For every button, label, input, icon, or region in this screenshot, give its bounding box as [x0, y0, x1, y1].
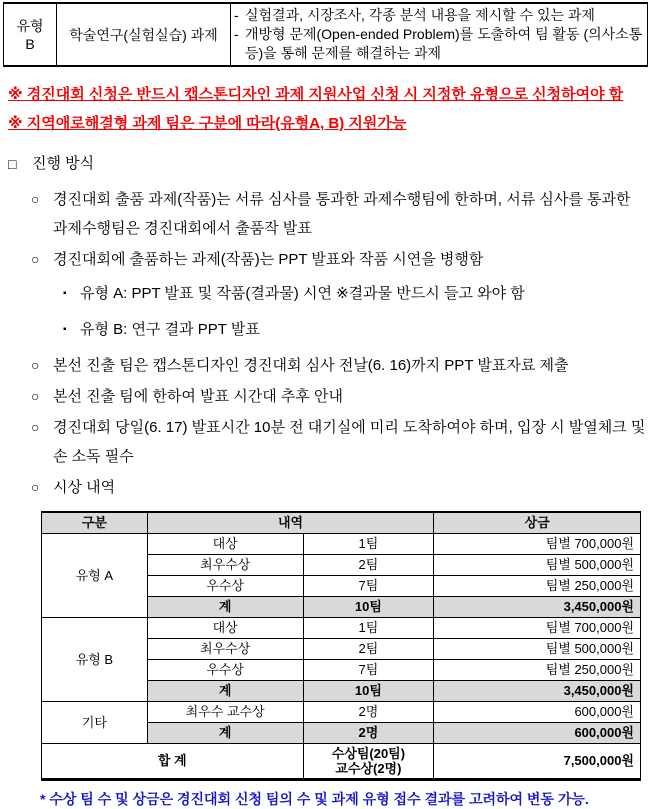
square-box-bullet-icon: □	[8, 156, 17, 172]
list-item	[31, 382, 648, 411]
group-etc-label: 기타	[42, 702, 148, 744]
subtotal-label: 계	[147, 723, 303, 744]
description-text: 실험결과, 시장조사, 각종 분석 내용을 제시할 수 있는 과제	[245, 7, 595, 23]
subtotal-prize: 3,450,000원	[434, 681, 641, 702]
header-category: 구분	[42, 512, 148, 534]
table-row	[4, 3, 648, 66]
circle-bullet-icon: ○	[31, 357, 40, 373]
award-prize: 팀별 250,000원	[434, 576, 641, 597]
circle-bullet-icon: ○	[31, 479, 40, 495]
award-name: 우수상	[147, 576, 303, 597]
list-item-text: 유형 B: 연구 결과 PPT 발표	[80, 321, 260, 338]
grand-total-detail	[303, 744, 434, 780]
list-item-awards-heading	[31, 473, 648, 502]
table-row	[42, 534, 641, 555]
type-label-line: B	[25, 35, 35, 52]
list-item	[31, 351, 648, 380]
award-prize: 팀별 500,000원	[434, 555, 641, 576]
award-name: 대상	[147, 618, 303, 639]
award-name: 대상	[147, 534, 303, 555]
table-row	[42, 618, 641, 639]
award-prize: 팀별 500,000원	[434, 639, 641, 660]
header-prize: 상금	[434, 512, 641, 534]
list-item-text: 본선 진출 팀은 캡스톤디자인 경진대회 심사 전날(6. 16)까지 PPT 발표자료 제출	[53, 357, 569, 374]
header-detail: 내역	[147, 512, 433, 534]
subtotal-count: 2명	[303, 723, 434, 744]
award-count: 7팀	[303, 576, 434, 597]
subtotal-prize: 600,000원	[434, 723, 641, 744]
table-row	[42, 702, 641, 723]
award-name: 우수상	[147, 660, 303, 681]
circle-bullet-icon: ○	[31, 251, 40, 267]
list-item-text: 경진대회에 출품하는 과제(작품)는 PPT 발표와 작품 시연을 병행함	[53, 251, 484, 268]
grand-total-detail-line: 수상팀(20팀)	[331, 746, 406, 761]
list-subitem	[63, 279, 648, 308]
award-name: 최우수상	[147, 555, 303, 576]
award-name: 최우수 교수상	[147, 702, 303, 723]
subtotal-count: 10팀	[303, 597, 434, 618]
circle-bullet-icon: ○	[31, 419, 40, 435]
description-text: 개방형 문제(Open-ended Problem)를 도출하여 팀 활동 (의사소통 등)을 통해 문제를 해결하는 과제	[245, 26, 643, 61]
list-item-text: 경진대회 출품 과제(작품)는 서류 심사를 통과한 과제수행팀에 한하며, 서류 심사를 통과한 과제수행팀은 경진대회에서 출품작 발표	[53, 191, 631, 237]
award-name: 최우수상	[147, 639, 303, 660]
description-item	[234, 25, 644, 63]
subtotal-prize: 3,450,000원	[434, 597, 641, 618]
list-item-text: 본선 진출 팀에 한하여 발표 시간대 추후 안내	[53, 388, 343, 405]
table-header-row	[42, 512, 641, 534]
subtotal-label: 계	[147, 681, 303, 702]
award-count: 1팀	[303, 534, 434, 555]
award-prize: 600,000원	[434, 702, 641, 723]
subtotal-label: 계	[147, 597, 303, 618]
grand-total-detail-line: 교수상(2명)	[335, 761, 402, 776]
type-name-cell: 학술연구(실험실습) 과제	[57, 3, 231, 66]
list-item	[31, 245, 648, 274]
grand-total-label: 합 계	[42, 744, 304, 780]
award-count: 2팀	[303, 639, 434, 660]
group-a-label: 유형 A	[42, 534, 148, 618]
footnote: * 수상 팀 수 및 상금은 경진대회 신청 팀의 수 및 과제 유형 접수 결과를 고려하여 변동 가능.	[40, 791, 589, 807]
note-application-type: ※ 경진대회 신청은 반드시 캡스톤디자인 과제 지원사업 신청 시 지정한 유형으로 신청하여야 함	[8, 86, 624, 103]
list-item-text: 시상 내역	[53, 479, 116, 496]
section-title: 진행 방식	[32, 155, 95, 172]
awards-table	[41, 511, 641, 781]
type-description-cell	[231, 3, 648, 66]
section-heading	[8, 154, 648, 174]
group-b-label: 유형 B	[42, 618, 148, 702]
type-label-cell	[4, 3, 57, 66]
list-item-text: 유형 A: PPT 발표 및 작품(결과물) 시연 ※결과물 반드시 들고 와야 함	[80, 285, 525, 302]
grand-total-prize: 7,500,000원	[434, 744, 641, 780]
list-item-text: 경진대회 당일(6. 17) 발표시간 10분 전 대기실에 미리 도착하여야 하며, 입장 시 발열체크 및 손 소독 필수	[53, 419, 646, 465]
award-count: 2명	[303, 702, 434, 723]
circle-bullet-icon: ○	[31, 388, 40, 404]
type-label-line: 유형	[16, 17, 44, 34]
award-count: 2팀	[303, 555, 434, 576]
circle-bullet-icon: ○	[31, 191, 40, 207]
list-item	[31, 413, 648, 471]
award-prize: 팀별 250,000원	[434, 660, 641, 681]
table-grand-total-row	[42, 744, 641, 780]
description-item	[234, 6, 644, 25]
subtotal-count: 10팀	[303, 681, 434, 702]
list-subitem	[63, 315, 648, 344]
dash-bullet: -	[234, 7, 239, 23]
award-prize: 팀별 700,000원	[434, 618, 641, 639]
procedure-list	[3, 185, 648, 502]
award-prize: 팀별 700,000원	[434, 534, 641, 555]
square-bullet-icon: ▪	[63, 324, 67, 335]
award-count: 7팀	[303, 660, 434, 681]
note-regional-support: ※ 지역애로해결형 과제 팀은 구분에 따라(유형A, B) 지원가능	[8, 115, 407, 132]
square-bullet-icon: ▪	[63, 288, 67, 299]
award-count: 1팀	[303, 618, 434, 639]
dash-bullet: -	[234, 26, 239, 42]
important-notes	[8, 80, 648, 138]
list-item	[31, 185, 648, 243]
project-type-table	[3, 2, 648, 67]
